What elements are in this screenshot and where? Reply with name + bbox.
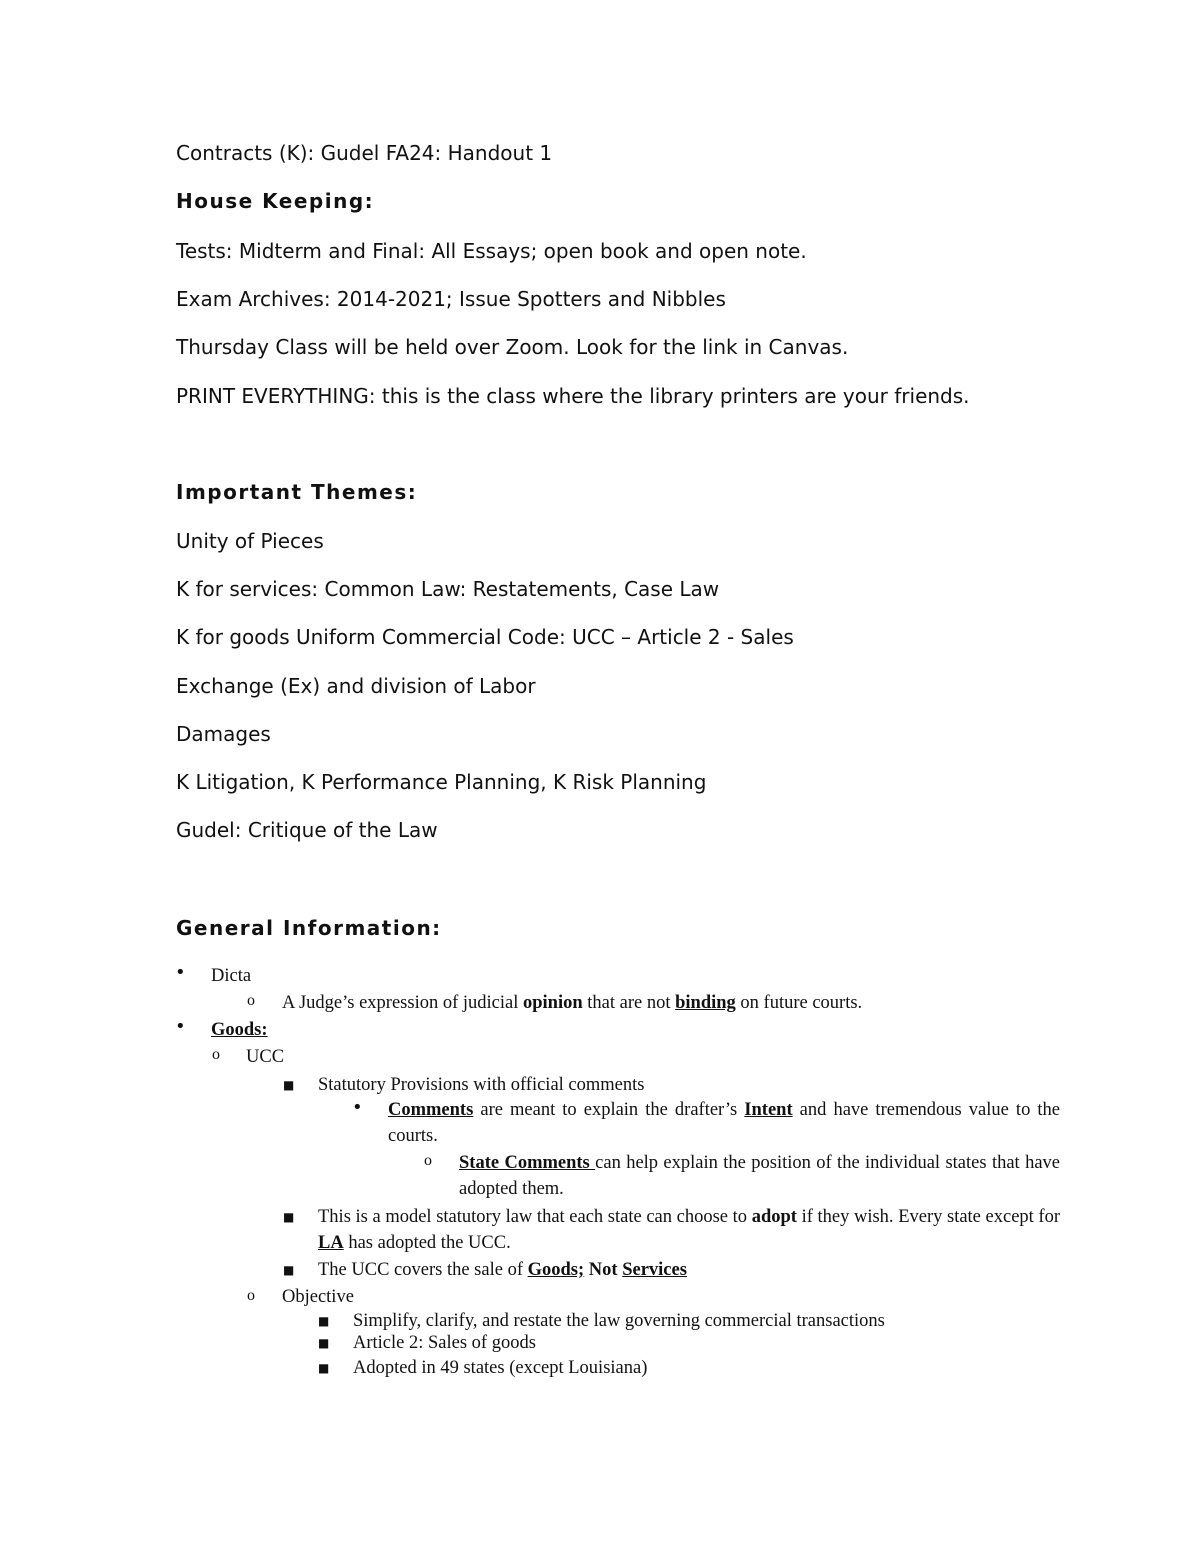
list-item-objective-point: Simplify, clarify, and restate the law governing commercial transactions — [353, 1311, 885, 1331]
list-item-state-comments: State Comments can help explain the position of the individual states that have adopted them. — [459, 1153, 1060, 1199]
bullet-square-icon: ■ — [283, 1263, 295, 1277]
housekeeping-line: Exam Archives: 2014-2021; Issue Spotters and Nibbles — [176, 287, 726, 311]
bullet-square-icon: ■ — [318, 1361, 330, 1375]
list-item-dicta-definition: A Judge’s expression of judicial opinion that are not binding on future courts. — [282, 993, 863, 1013]
themes-heading: Important Themes: — [176, 480, 418, 504]
housekeeping-line: Tests: Midterm and Final: All Essays; open book and open note. — [176, 239, 807, 263]
bullet-dot-icon: • — [175, 1016, 186, 1037]
theme-item: Unity of Pieces — [176, 529, 324, 553]
bullet-dot-icon: • — [175, 962, 186, 983]
bullet-square-icon: ■ — [283, 1210, 295, 1224]
theme-item: K Litigation, K Performance Planning, K Risk Planning — [176, 770, 707, 794]
list-item-objective: Objective — [282, 1287, 354, 1307]
theme-item: Gudel: Critique of the Law — [176, 818, 438, 842]
housekeeping-heading: House Keeping: — [176, 189, 375, 213]
list-item-statutory: Statutory Provisions with official comments — [318, 1075, 645, 1095]
list-item-ucc: UCC — [246, 1047, 285, 1067]
list-item-goods: Goods: — [211, 1020, 268, 1040]
list-item-comments: Comments are meant to explain the drafter’s Intent and have tremendous value to the courts. — [388, 1100, 1060, 1146]
theme-item: K for goods Uniform Commercial Code: UCC – Article 2 - Sales — [176, 625, 794, 649]
housekeeping-line: Thursday Class will be held over Zoom. Look for the link in Canvas. — [176, 335, 849, 359]
bullet-square-icon: ■ — [318, 1314, 330, 1328]
list-item-objective-point: Adopted in 49 states (except Louisiana) — [353, 1358, 648, 1378]
general-heading: General Information: — [176, 916, 442, 940]
bullet-square-icon: ■ — [318, 1336, 330, 1350]
list-item-model-law: This is a model statutory law that each state can choose to adopt if they wish. Every state except for LA has adopted the UCC. — [318, 1207, 1061, 1253]
bullet-circle-icon: o — [247, 992, 255, 1009]
document-title: Contracts (K): Gudel FA24: Handout 1 — [176, 141, 553, 165]
list-item-dicta: Dicta — [211, 966, 252, 986]
theme-item: K for services: Common Law: Restatements, Case Law — [176, 577, 720, 601]
bullet-circle-icon: o — [247, 1287, 255, 1304]
housekeeping-line: PRINT EVERYTHING: this is the class where the library printers are your friends. — [176, 384, 970, 408]
bullet-dot-icon: • — [352, 1097, 363, 1118]
bullet-circle-icon: o — [424, 1152, 432, 1169]
theme-item: Exchange (Ex) and division of Labor — [176, 674, 536, 698]
bullet-square-icon: ■ — [283, 1078, 295, 1092]
list-item-objective-point: Article 2: Sales of goods — [353, 1333, 536, 1353]
list-item-ucc-covers: The UCC covers the sale of Goods; Not Services — [318, 1260, 687, 1280]
theme-item: Damages — [176, 722, 271, 746]
bullet-circle-icon: o — [212, 1046, 220, 1063]
